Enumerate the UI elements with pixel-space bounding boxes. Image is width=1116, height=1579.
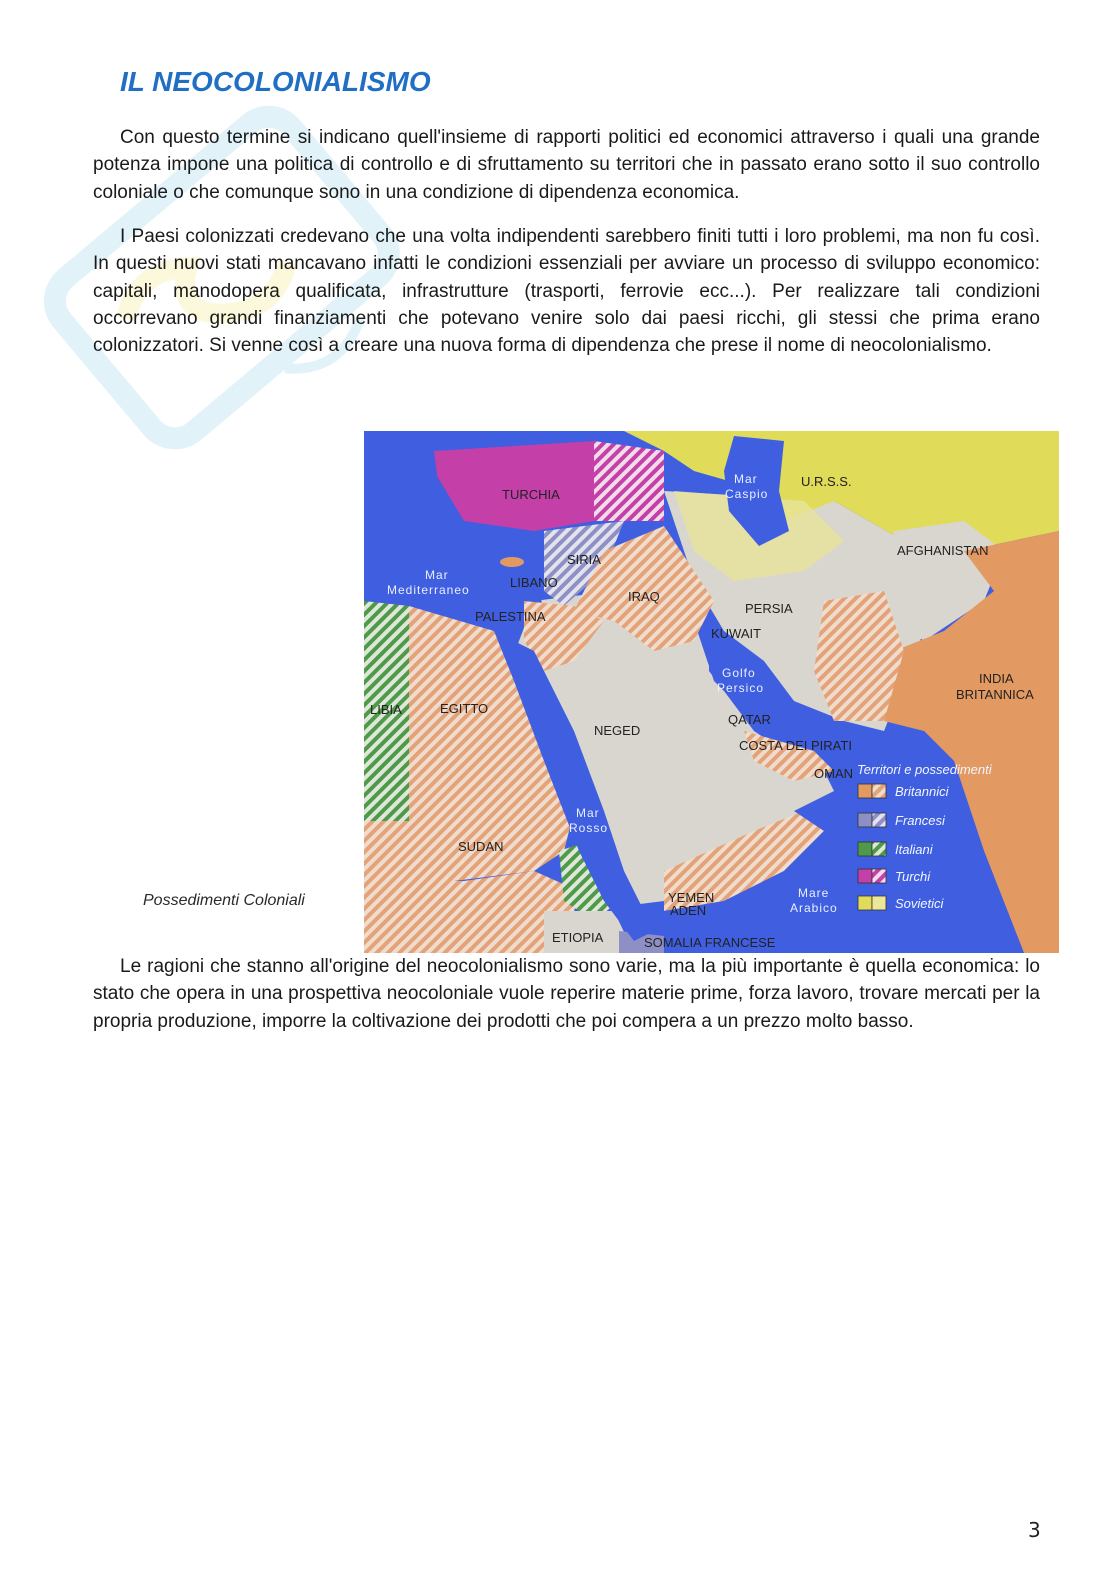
- label-mar-rosso-2: Rosso: [569, 821, 609, 835]
- label-siria: SIRIA: [567, 552, 601, 567]
- legend-item-turchi: [858, 869, 931, 884]
- colonial-map: [364, 431, 1059, 953]
- label-aden: ADEN: [670, 903, 707, 918]
- label-turchia: TURCHIA: [502, 487, 560, 502]
- legend-label-britannici: Britannici: [895, 784, 949, 799]
- label-neged: NEGED: [594, 723, 641, 738]
- label-mar-rosso-1: Mar: [576, 806, 600, 820]
- label-libia: LIBIA: [370, 702, 402, 717]
- island-cyprus: [500, 557, 524, 567]
- label-somalia-francese: SOMALIA FRANCESE: [644, 935, 776, 950]
- label-qatar: QATAR: [728, 712, 771, 727]
- legend-swatch-francesi: [858, 813, 872, 827]
- paragraph-definition: Con questo termine si indicano quell'insieme di rapporti politici ed economici attraverso i quali una grande potenza impone una politica di controllo e di sfruttamento su territori che in passato erano sotto il suo controllo coloniale o che comunque sono in una condizione di dipendenza economica.: [93, 127, 1040, 203]
- label-etiopia: ETIOPIA: [552, 930, 604, 945]
- label-palestina: PALESTINA: [475, 609, 546, 624]
- legend-title: Territori e possedimenti: [857, 762, 992, 777]
- page-title: IL NEOCOLONIALISMO: [120, 66, 431, 97]
- figure-caption: Possedimenti Coloniali: [143, 892, 305, 909]
- legend-swatch-sovietici-2: [872, 896, 886, 910]
- label-costa-pirati: COSTA DEI PIRATI: [739, 738, 852, 753]
- label-yemen: YEMEN: [668, 890, 715, 905]
- label-oman: OMAN: [814, 766, 853, 781]
- legend-swatch-turchi-hatch: [872, 869, 886, 883]
- label-egitto: EGITTO: [440, 701, 489, 716]
- label-mar-caspio-2: Caspio: [725, 487, 769, 501]
- label-mare-arabico-1: Mare: [798, 886, 830, 900]
- page-number: 3: [1028, 1518, 1041, 1542]
- legend-label-sovietici: Sovietici: [895, 896, 944, 911]
- legend-swatch-turchi: [858, 869, 872, 883]
- label-india-1: INDIA: [979, 671, 1014, 686]
- label-libano: LIBANO: [510, 575, 558, 590]
- legend-item-italiani: [858, 842, 934, 857]
- label-mar-caspio-1: Mar: [734, 472, 758, 486]
- legend-swatch-sovietici: [858, 896, 872, 910]
- legend-swatch-britannici-hatch: [872, 784, 886, 798]
- label-persia: PERSIA: [745, 601, 793, 616]
- label-mar-med-2: Mediterraneo: [387, 583, 470, 597]
- paragraph-reasons: Le ragioni che stanno all'origine del neocolonialismo sono varie, ma la più importante è quella economica: lo stato che opera in una prospettiva neocoloniale vuole reperire materie prime, forza lavoro, trovare mercati per la propria produzione, imporre la coltivazione dei prodotti che poi compera a un prezzo molto basso.: [93, 956, 1040, 1032]
- legend-label-francesi: Francesi: [895, 813, 945, 828]
- legend-item-francesi: [858, 813, 946, 828]
- label-urss: U.R.S.S.: [801, 474, 852, 489]
- label-mare-arabico-2: Arabico: [790, 901, 838, 915]
- label-mar-med-1: Mar: [425, 568, 449, 582]
- paragraph-independence: I Paesi colonizzati credevano che una volta indipendenti sarebbero finiti tutti i loro problemi, ma non fu così. In questi nuovi stati mancavano infatti le condizioni essenziali per avviare un processo di sviluppo economico: capitali, manodopera qualificata, infrastrutture (trasporti, ferrovie ecc...). Per realizzare tali condizioni occorrevano grandi finanziamenti che potevano venire solo dai paesi ricchi, gli stessi che prima erano colonizzatori. Si venne così a creare una nuova forma di dipendenza che prese il nome di neocolonialismo.: [93, 226, 1040, 357]
- legend-label-italiani: Italiani: [895, 842, 933, 857]
- legend-label-turchi: Turchi: [895, 869, 931, 884]
- legend-item-britannici: [858, 784, 950, 799]
- label-india-2: BRITANNICA: [956, 687, 1034, 702]
- label-golfo-2: Persico: [717, 681, 765, 695]
- legend-item-sovietici: [858, 896, 945, 911]
- label-afghanistan: AFGHANISTAN: [897, 543, 989, 558]
- label-iraq: IRAQ: [628, 589, 660, 604]
- legend-swatch-francesi-hatch: [872, 813, 886, 827]
- label-kuwait: KUWAIT: [711, 626, 762, 641]
- legend-swatch-italiani-hatch: [872, 842, 886, 856]
- region-turchia-hatch: [594, 441, 664, 521]
- legend-swatch-britannici: [858, 784, 872, 798]
- label-sudan: SUDAN: [458, 839, 504, 854]
- legend-swatch-italiani: [858, 842, 872, 856]
- label-golfo-1: Golfo: [722, 666, 756, 680]
